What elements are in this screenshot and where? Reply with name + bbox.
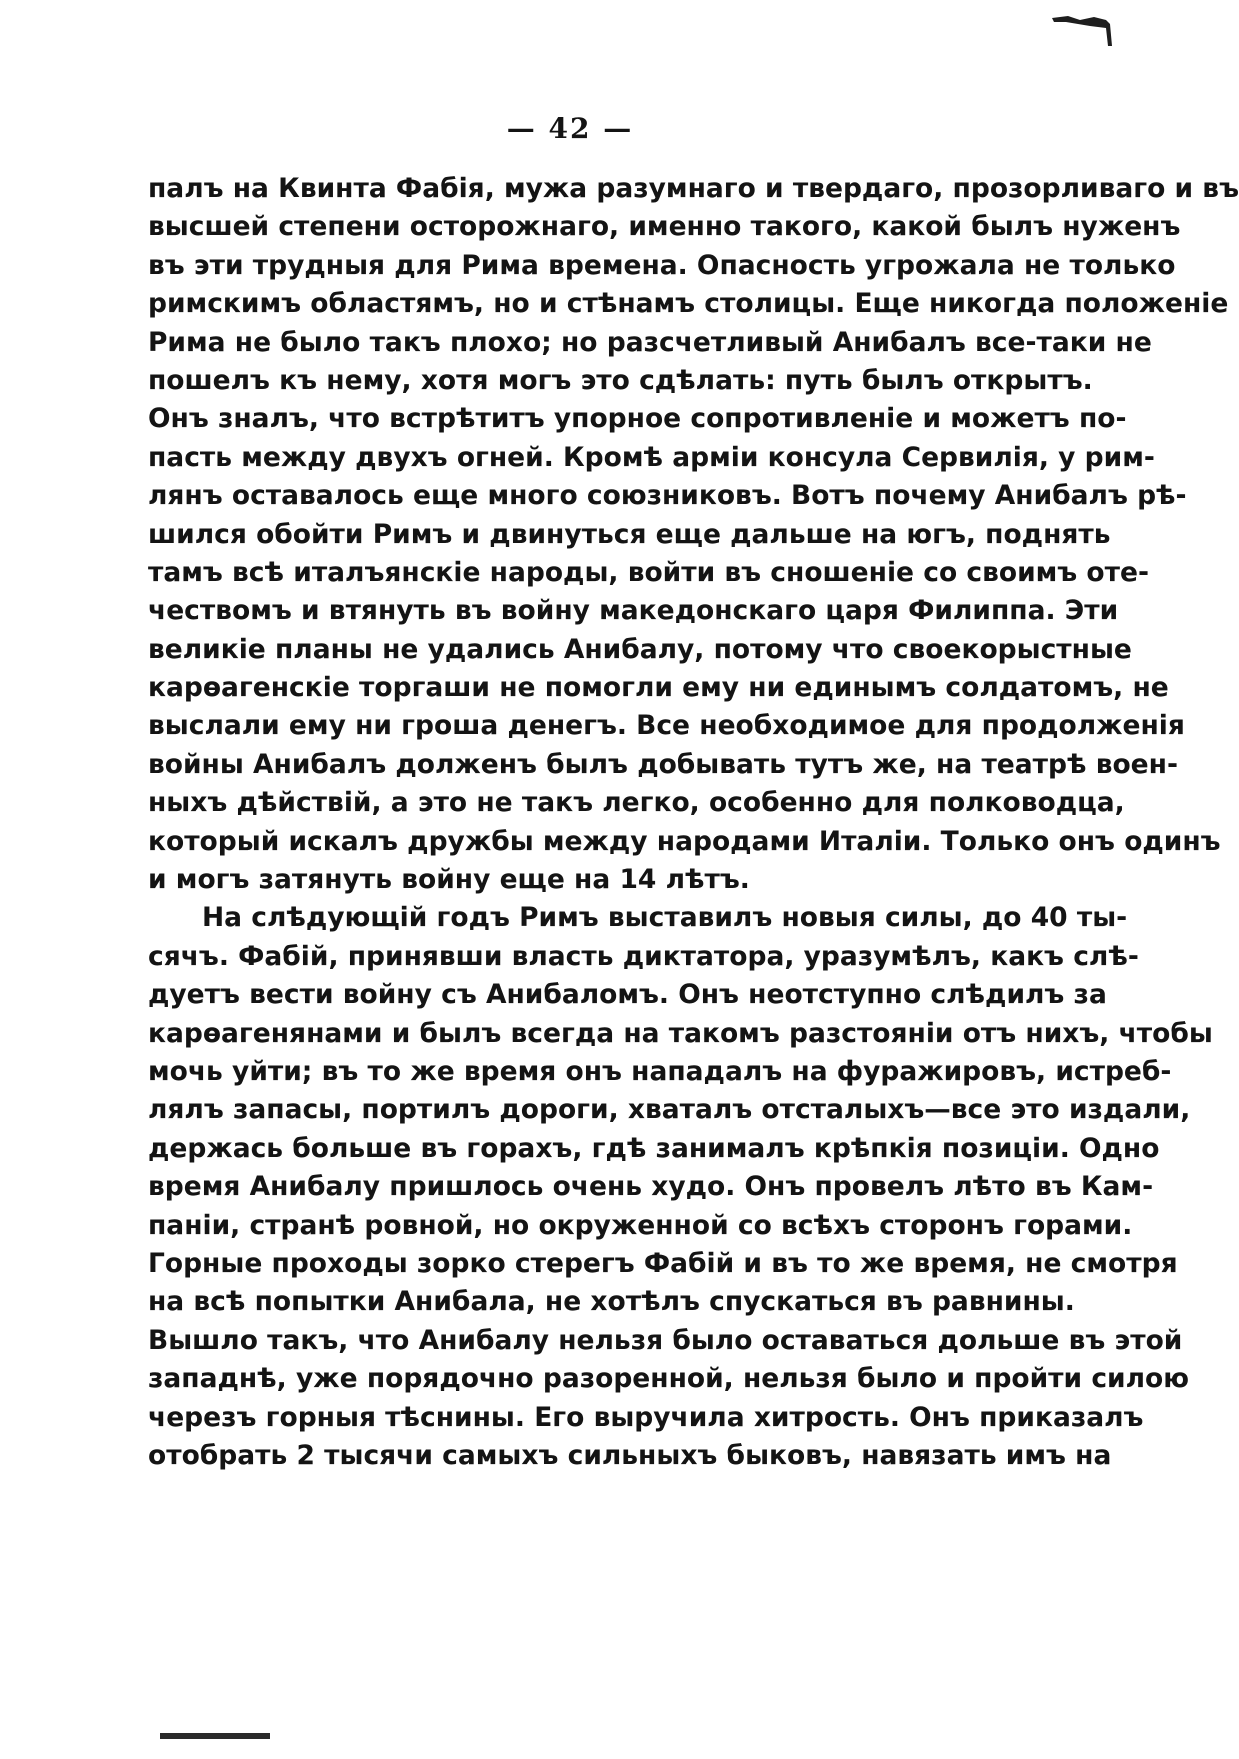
text-line: чествомъ и втянуть въ войну македонскаго царя Филиппа. Эти [148, 595, 1119, 627]
text-line: Рима не было такъ плохо; но разсчетливый Анибалъ все-таки не [148, 326, 1152, 358]
body-text [148, 170, 1239, 1475]
text-line: Горные проходы зорко стерегъ Фабій и въ то же время, не смотря [148, 1247, 1178, 1279]
text-line: ныхъ дѣйствій, а это не такъ легко, особенно для полководца, [148, 787, 1125, 819]
text-line: паніи, странѣ ровной, но окруженной со всѣхъ сторонъ горами. [148, 1209, 1133, 1241]
text-line: мочь уйти; въ то же время онъ нападалъ на фуражировъ, истреб- [148, 1055, 1172, 1087]
text-line: черезъ горныя тѣснины. Его выручила хитрость. Онъ приказалъ [148, 1401, 1144, 1433]
text-line: на всѣ попытки Анибала, не хотѣлъ спускаться въ равнины. [148, 1286, 1075, 1318]
text-line: Вышло такъ, что Анибалу нельзя было оставаться дольше въ этой [148, 1324, 1183, 1356]
text-line: время Анибалу пришлось очень худо. Онъ провелъ лѣто въ Кам- [148, 1171, 1154, 1203]
text-line: тамъ всѣ италъянскіе народы, войти въ сношеніе со своимъ оте- [148, 556, 1149, 588]
paragraph-1 [148, 170, 1239, 899]
text-line: карѳагенянами и былъ всегда на такомъ разстояніи отъ нихъ, чтобы [148, 1017, 1213, 1049]
text-line: войны Анибалъ долженъ былъ добывать тутъ же, на театрѣ воен- [148, 748, 1178, 780]
page-number: — 42 — [506, 112, 634, 145]
text-line: выслали ему ни гроша денегъ. Все необходимое для продолженія [148, 710, 1185, 742]
text-line: Онъ зналъ, что встрѣтитъ упорное сопротивленіе и можетъ по- [148, 403, 1127, 435]
text-line: римскимъ областямъ, но и стѣнамъ столицы. Еще никогда положеніе [148, 288, 1229, 320]
text-line: держась больше въ горахъ, гдѣ занималъ крѣпкія позиціи. Одно [148, 1132, 1160, 1164]
text-line: пошелъ къ нему, хотя могъ это сдѣлать: путь былъ открытъ. [148, 364, 1093, 396]
text-line: пасть между двухъ огней. Кромѣ арміи консула Сервилія, у рим- [148, 441, 1155, 473]
scan-artifact-top [1050, 8, 1116, 48]
text-line: На слѣдующій годъ Римъ выставилъ новыя силы, до 40 ты- [202, 902, 1128, 934]
text-line: великіе планы не удались Анибалу, потому что своекорыстные [148, 633, 1132, 665]
text-line: карѳагенскіе торгаши не помогли ему ни единымъ солдатомъ, не [148, 672, 1169, 704]
text-line: сячъ. Фабій, принявши власть диктатора, уразумѣлъ, какъ слѣ- [148, 940, 1139, 972]
text-line: лянъ оставалось еще много союзниковъ. Вотъ почему Анибалъ рѣ- [148, 480, 1187, 512]
text-line: лялъ запасы, портилъ дороги, хваталъ отсталыхъ—все это издали, [148, 1094, 1191, 1126]
text-line: который искалъ дружбы между народами Италіи. Только онъ одинъ [148, 825, 1221, 857]
text-line: и могъ затянуть войну еще на 14 лѣтъ. [148, 864, 750, 896]
text-line: отобрать 2 тысячи самыхъ сильныхъ быковъ, навязать имъ на [148, 1439, 1112, 1471]
text-line: въ эти трудныя для Рима времена. Опасность угрожала не только [148, 249, 1176, 281]
text-line: палъ на Квинта Фабія, мужа разумнаго и твердаго, прозорливаго и въ [148, 173, 1239, 204]
text-line: высшей степени осторожнаго, именно такого, какой былъ нуженъ [148, 211, 1181, 243]
paragraph-2 [148, 899, 1213, 1475]
text-line: западнѣ, уже порядочно разоренной, нельзя было и пройти силою [148, 1363, 1189, 1395]
scan-artifact-bottom [160, 1733, 270, 1739]
text-line: дуетъ вести войну съ Анибаломъ. Онъ неотступно слѣдилъ за [148, 979, 1107, 1011]
text-line: шился обойти Римъ и двинуться еще дальше на югъ, поднять [148, 518, 1111, 550]
